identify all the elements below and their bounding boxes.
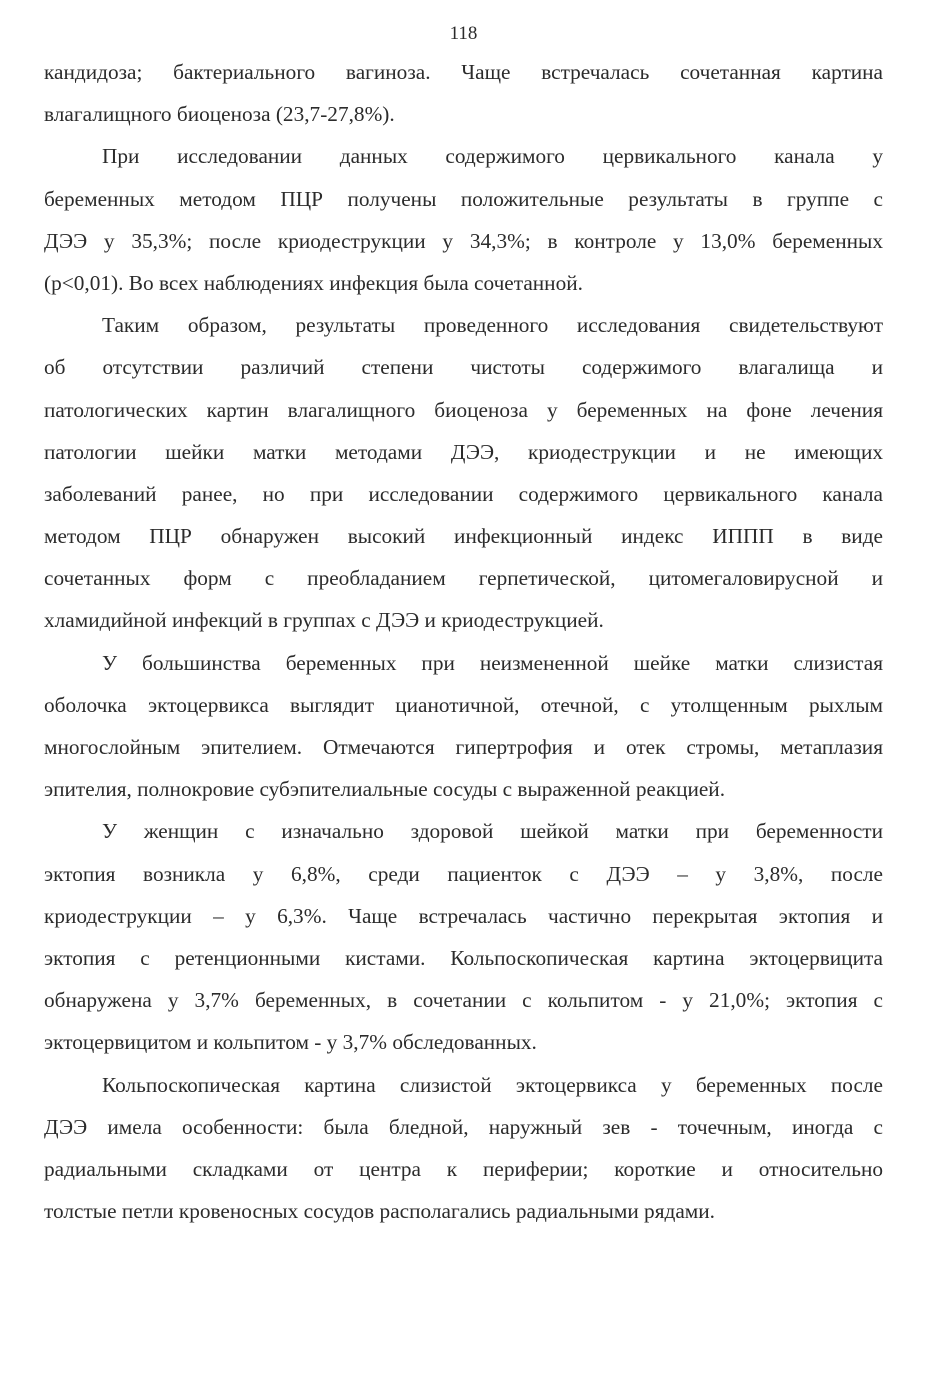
body-text	[44, 51, 883, 1232]
text-line: эпителия, полнокровие субэпителиальные сосуды с выраженной реакцией.	[44, 777, 726, 802]
text-line: оболочка эктоцервикса выглядит цианотичной, отечной, с утолщенным рыхлым	[44, 692, 883, 717]
text-line: кандидоза; бактериального вагиноза. Чаще встречалась сочетанная картина	[44, 60, 883, 84]
paragraph	[44, 304, 883, 642]
text-line: методом ПЦР обнаружен высокий инфекционный индекс ИППП в виде	[44, 524, 883, 549]
text-line: Кольпоскопическая картина слизистой эктоцервикса у беременных после	[102, 1072, 883, 1097]
text-line: эктопия с ретенционными кистами. Кольпоскопическая картина эктоцервицита	[44, 945, 883, 970]
text-line: эктопия возникла у 6,8%, среди пациенток с ДЭЭ – у 3,8%, после	[44, 861, 883, 886]
text-line: патологии шейки матки методами ДЭЭ, криодеструкции и не имеющих	[44, 439, 883, 464]
text-line: патологических картин влагалищного биоценоза у беременных на фоне лечения	[44, 397, 883, 422]
text-line: криодеструкции – у 6,3%. Чаще встречалась частично перекрытая эктопия и	[44, 903, 883, 928]
text-line: Таким образом, результаты проведенного исследования свидетельствуют	[102, 313, 883, 338]
text-line: толстые петли кровеносных сосудов располагались радиальными рядами.	[44, 1199, 715, 1224]
text-line: многослойным эпителием. Отмечаются гипертрофия и отек стромы, метаплазия	[44, 735, 883, 759]
text-line: При исследовании данных содержимого цервикального канала у	[102, 144, 883, 169]
paragraph	[44, 810, 883, 1063]
text-line: заболеваний ранее, но при исследовании содержимого цервикального канала	[44, 481, 883, 506]
paragraph	[44, 642, 883, 811]
text-line: У женщин с изначально здоровой шейкой матки при беременности	[102, 819, 883, 844]
paragraph	[44, 1064, 883, 1233]
text-line: влагалищного биоценоза (23,7-27,8%).	[44, 102, 395, 127]
text-line: эктоцервицитом и кольпитом - у 3,7% обследованных.	[44, 1030, 537, 1055]
text-line: обнаружена у 3,7% беременных, в сочетании с кольпитом - у 21,0%; эктопия с	[44, 988, 883, 1013]
text-line: ДЭЭ имела особенности: была бледной, наружный зев - точечным, иногда с	[44, 1114, 883, 1139]
text-line: радиальными складками от центра к периферии; короткие и относительно	[44, 1156, 883, 1181]
text-line: У большинства беременных при неизмененной шейке матки слизистая	[102, 650, 883, 675]
text-line: сочетанных форм с преобладанием герпетической, цитомегаловирусной и	[44, 566, 883, 591]
text-line: об отсутствии различий степени чистоты содержимого влагалища и	[44, 355, 883, 380]
text-line: хламидийной инфекций в группах с ДЭЭ и криодеструкцией.	[44, 608, 604, 633]
text-line: (р<0,01). Во всех наблюдениях инфекция была сочетанной.	[44, 270, 583, 295]
page-number: 118	[449, 23, 478, 44]
text-line: ДЭЭ у 35,3%; после криодеструкции у 34,3%; в контроле у 13,0% беременных	[44, 228, 883, 253]
text-line: беременных методом ПЦР получены положительные результаты в группе с	[44, 186, 883, 211]
paragraph	[44, 51, 883, 135]
paragraph	[44, 135, 883, 304]
